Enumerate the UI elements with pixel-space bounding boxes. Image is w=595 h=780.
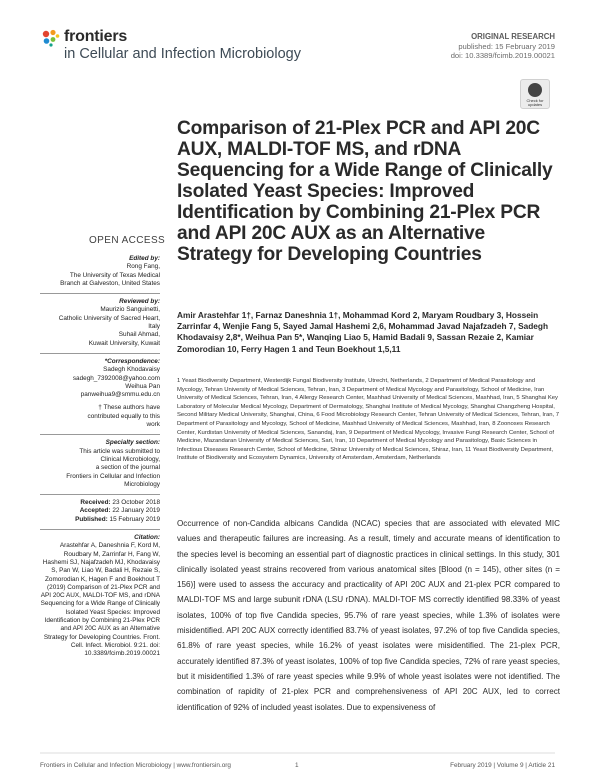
correspondent-email[interactable]: panweihua9@smmu.edu.cn [80,391,160,399]
editor-affiliation: Branch at Galveston, United States [60,279,160,287]
footer-divider [40,752,555,754]
correspondent-name: Weihua Pan [125,382,160,390]
reviewer-affiliation: Catholic University of Sacred Heart, [58,314,160,322]
specialty-line: Clinical Microbiology, [100,455,160,463]
correspondent-name: Sadegh Khodavaisy [103,366,160,374]
open-access-label: OPEN ACCESS [89,235,166,246]
received-date: Received: 23 October 2018 [80,499,160,507]
affiliations: 1 Yeast Biodiversity Department, Westerdijk Fungal Biodiversity Institute, Utrecht, Netherlands, 2 Department of Medical Parasitology and Mycology, Tehran University of Medical Sciences, Tehran, Iran, 3 Department of Medical Mycology and Parasitology, School of Medicine, Iran University of Medical Sciences, Tehran, Iran, 4 Allergy Research Center, Mashhad University of Medical Sciences, Mashhad, Iran, 5 Shanghai Key Laboratory of Molecular Medical Mycology, Department of Dermatology, Shanghai Institute of Medical Mycology, Shanghai Changzheng Hospital, Second Military Medical University, Shanghai, China, 6 Food Microbiology Research Center, Tehran University of Medical Sciences, Tehran, Iran, 7 Department of Parasitology and Mycology, School of Medicine, Mashhad University of Medical Sciences, Mashhad, Iran, 8 Zoonoses Research Center, Kurdistan University of Medical Sciences, Sanandaj, Iran, 9 Department of Medical Mycology, Invasive Fungi Research Center, School of Medicine, Mazandaran University of Medical Sciences, Sari, Iran, 10 Department of Medical Mycology and Parasitology, Basic Sciences in Infectious Diseases Research Center, School of Medicine, Shiraz University of Medical Sciences, Shiraz, Iran, 11 Yeast Biodiversity Department, Institute of Biodiversity and Ecosystem Dynamics, University of Amsterdam, Amsterdam, Netherlands [177,378,560,462]
doi[interactable]: doi: 10.3389/fcimb.2019.00021 [450,51,555,60]
journal-name: in Cellular and Infection Microbiology [64,46,301,62]
accepted-date: Accepted: 22 January 2019 [79,507,160,515]
editor-name: Rong Fang, [126,263,160,271]
updates-label: Check for updates [526,98,544,108]
brand-name: frontiers [64,28,128,45]
editor-affiliation: The University of Texas Medical [69,271,160,279]
citation-label: Citation: [134,534,160,542]
edited-by-label: Edited by: [129,255,160,262]
reviewer-name: Suhail Ahmad, [118,331,160,339]
author-list: Amir Arastehfar 1†, Farnaz Daneshnia 1†, Mohammad Kord 2, Maryam Roudbary 3, Hossein Zarrinfar 4, Wenjie Fang 5, Sayed Jamal Hashemi 2,6, Mohammad Javad Najafzadeh 7, Sadegh Khodavaisy 2,8*, Weihua Pan 5*, Wanqing Liao 5, Hamid Badali 9, Sassan Rezaie 2, Kamiar Zomorodian 10, Ferry Hagen 1 and Teun Boekhout 1,5,11 [177,310,549,354]
reviewed-by-label: Reviewed by: [119,298,160,306]
equal-contribution-note: † These authors have contributed equally to this work [87,404,160,429]
frontiers-logo-icon [40,28,62,50]
updates-icon [528,83,542,97]
article-meta [451,32,555,61]
reviewer-affiliation: Italy [148,323,160,331]
specialty-line: This article was submitted to [79,447,160,455]
sidebar [40,255,160,658]
correspondent-email[interactable]: sadegh_7392008@yahoo.com [72,374,160,382]
citation-text: Arastehfar A, Daneshnia F, Kord M, Roudbary M, Zarrinfar H, Fang W, Hashemi SJ, Najafzadeh MJ, Khodavaisy S, Pan W, Liao W, Badali H, Rezaie S, Zomorodian K, Hagen F and Boekhout T (2019) Comparison of 21-Plex PCR and API 20C AUX, MALDI-TOF MS, and rDNA Sequencing for a Wide Range of Clinically Isolated Yeast Species: Improved Identification by Combining 21-Plex PCR and API 20C AUX as an Alternative Strategy for Developing Countries. Front. Cell. Infect. Microbiol. 9:21. doi: 10.3389/fcimb.2019.00021 [40,542,160,658]
published-date-sidebar: Published: 15 February 2019 [75,515,160,523]
check-for-updates-badge[interactable] [520,79,550,109]
specialty-line: a section of the journal [95,464,160,472]
correspondence-label: *Correspondence: [104,357,160,365]
specialty-line: Microbiology [124,480,160,488]
published-date: published: 15 February 2019 [458,41,555,51]
specialty-label: Specialty section: [105,439,160,447]
footer-journal[interactable]: Frontiers in Cellular and Infection Microbiology | www.frontiersin.org [40,762,231,769]
abstract-text: Occurrence of non-Candida albicans Candida (NCAC) species that are associated with elevated MIC values and therapeutic failures are increasing. As a result, timely and accurate means of identification to the species level is becoming an essential part of diagnostic practices in clinical settings. In this study, 301 clinically isolated yeast strains recovered from various anatomical sites [Blood (n = 145), other sites (n = 156)] were used to assess the accuracy and practicality of API 20C AUX and 21-plex PCR compared to MALDI-TOF MS and large subunit rDNA (LSU rDNA). MALDI-TOF MS correctly identified 98.33% of yeast isolates, 100% of top five Candida species, 95.7% of rare yeast species, while 1.3% of isolates were misidentified. API 20C AUX correctly identified 83.7% of yeast isolates, 97.2% of top five Candida species, 61.8% of rare yeast species, while 16.2% of yeast isolates were misidentified. The 21-plex PCR, accurately identified 87.3% of yeast isolates, 100% of top five Candida species, 72% of rare yeast species, but it misidentified 1.3% of rare yeast species while 9.9% of whole yeast isolates were not identified. The combination of rapidity of 21-plex PCR and comprehensiveness of API 20C AUX, led to correct identification of 92% of included yeast isolates. Due to expensiveness of [177,519,560,712]
reviewer-name: Maurizio Sanguinetti, [100,306,160,314]
specialty-line: Frontiers in Cellular and Infection [66,472,160,480]
page-number: 1 [295,762,299,769]
journal-logo [40,26,301,66]
article-type: ORIGINAL RESEARCH [471,32,555,41]
article-title: Comparison of 21-Plex PCR and API 20C AUX, MALDI-TOF MS, and rDNA Sequencing for a Wide Range of Clinically Isolated Yeast Species: Improved Identification by Combining 21-Plex PCR and API 20C AUX as an Alternative Strategy for Developing Countries [177,118,553,265]
footer-volume: February 2019 | Volume 9 | Article 21 [450,762,555,769]
reviewer-affiliation: Kuwait University, Kuwait [88,339,160,347]
